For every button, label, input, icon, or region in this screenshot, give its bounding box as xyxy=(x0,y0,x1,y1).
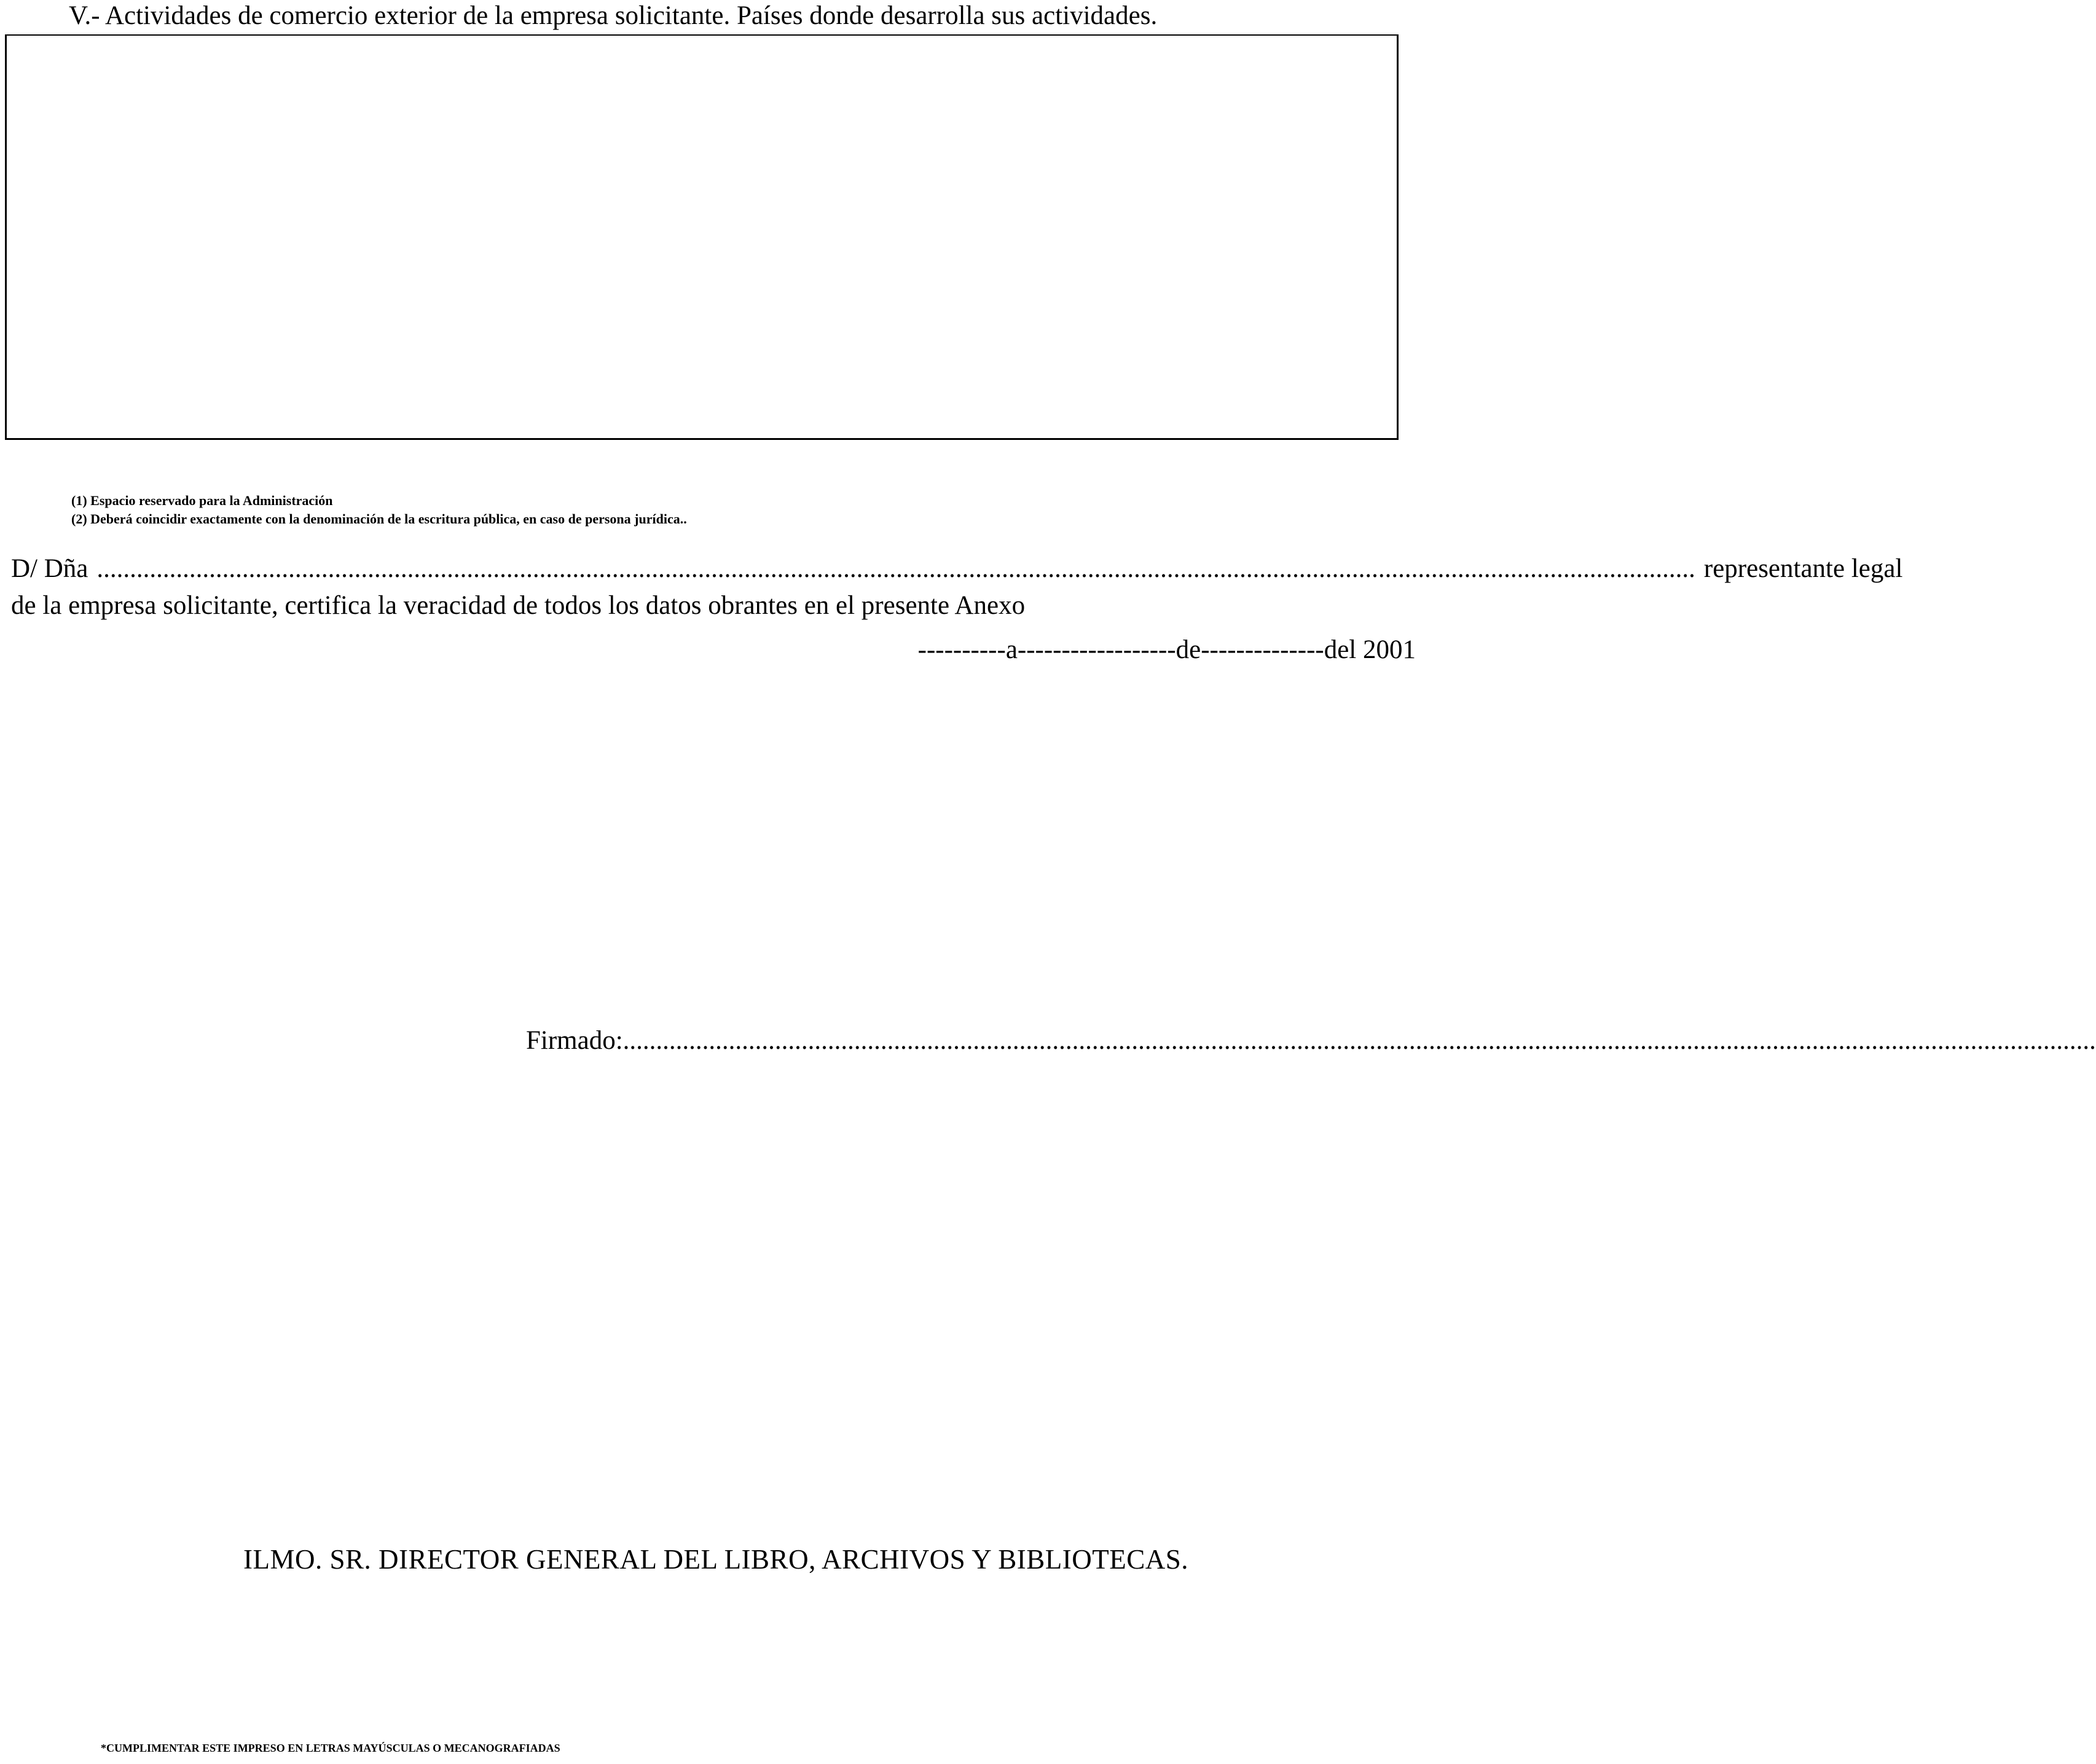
signature-label: Firmado: xyxy=(526,1026,623,1055)
activities-countries-field[interactable] xyxy=(5,34,1399,440)
legal-representative-line xyxy=(11,554,1903,583)
certification-statement: de la empresa solicitante, certifica la veracidad de todos los datos obrantes en el presente Anexo xyxy=(11,591,1026,620)
footnote-1: (1) Espacio reservado para la Administración xyxy=(71,493,333,508)
footnote-2: (2) Deberá coincidir exactamente con la denominación de la escritura pública, en caso de persona jurídica.. xyxy=(71,511,687,527)
section-v-title: V.- Actividades de comercio exterior de la empresa solicitante. Países donde desarrolla sus actividades. xyxy=(69,1,1158,30)
name-prefix-label: D/ Dña xyxy=(11,554,88,583)
legal-representative-label: representante legal xyxy=(1703,554,1903,583)
signature-line xyxy=(526,1026,2096,1055)
addressee-heading: ILMO. SR. DIRECTOR GENERAL DEL LIBRO, ARCHIVOS Y BIBLIOTECAS. xyxy=(243,1544,1189,1575)
form-instructions: *CUMPLIMENTAR ESTE IMPRESO EN LETRAS MAYÚSCULAS O MECANOGRAFIADAS xyxy=(101,1742,560,1754)
representative-name-field[interactable]: .................................................................................................................................................................................................................................................. xyxy=(96,554,1695,583)
date-place-field[interactable]: ----------a------------------de--------------del 2001 xyxy=(917,635,1416,664)
signature-field[interactable]: ............................................................................................................................................................................................................................... xyxy=(622,1026,2096,1055)
